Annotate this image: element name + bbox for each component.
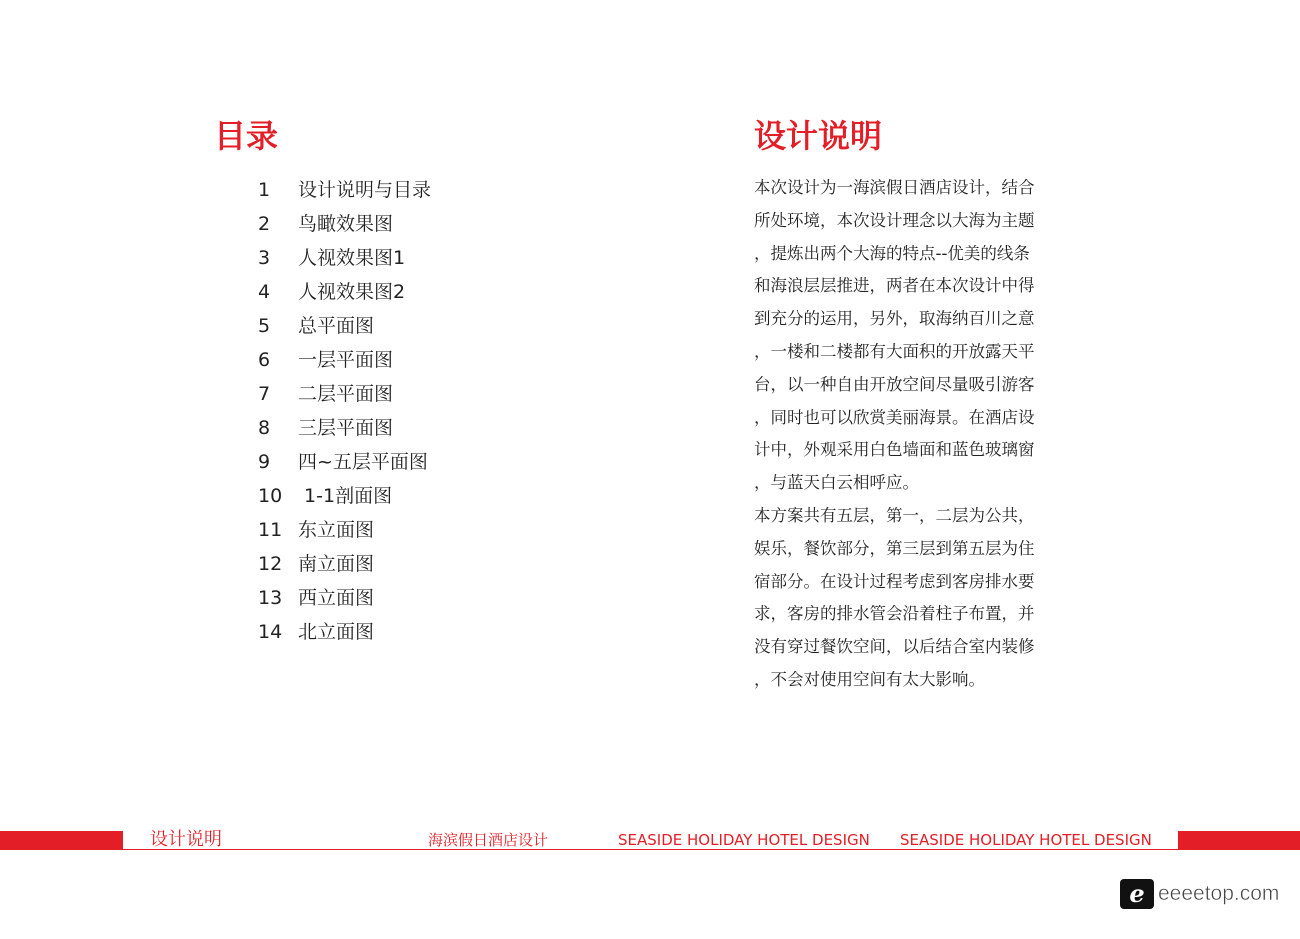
toc-item: [258, 479, 431, 513]
toc-item-title: 北立面图: [298, 621, 375, 643]
toc-item-title: 二层平面图: [298, 383, 394, 405]
description-line: 台，以一种自由开放空间尽量吸引游客: [754, 374, 1035, 394]
footer-english-title-repeat: SEASIDE HOLIDAY HOTEL DESIGN: [900, 831, 1152, 849]
toc-item-title: 鸟瞰效果图: [298, 213, 394, 235]
toc-item-title: 总平面图: [298, 315, 375, 337]
description-line: 求，客房的排水管会沿着柱子布置，并: [754, 604, 1035, 624]
toc-item: [258, 275, 431, 309]
description-line: ，不会对使用空间有太大影响。: [754, 669, 985, 689]
toc-item-number: 4: [258, 281, 271, 303]
description-line: 到充分的运用，另外，取海纳百川之意: [754, 309, 1035, 329]
toc-item-number: 5: [258, 315, 271, 337]
toc-item-number: 9: [258, 451, 271, 473]
watermark-site: eeeetop.com: [1158, 882, 1280, 905]
toc-heading: 目录: [214, 117, 279, 155]
toc-item-title: 西立面图: [298, 587, 375, 609]
toc-item-number: 1: [258, 179, 271, 201]
toc-item-title: 人视效果图1: [298, 247, 406, 269]
footer-english-title: SEASIDE HOLIDAY HOTEL DESIGN: [618, 831, 870, 849]
watermark-logo-icon: e拓: [1120, 879, 1154, 909]
description-line: 娱乐，餐饮部分，第三层到第五层为住: [754, 538, 1035, 558]
footer-project-name: 海滨假日酒店设计: [428, 831, 549, 849]
toc-item-number: 2: [258, 213, 271, 235]
toc-item: [258, 241, 431, 275]
toc-item: [258, 309, 431, 343]
toc-item-number: 3: [258, 247, 271, 269]
watermark: [1120, 878, 1296, 938]
design-description: [754, 172, 1064, 697]
footer-bar-right: [1178, 831, 1300, 850]
toc-item: [258, 411, 431, 445]
toc-item-number: 12: [258, 553, 283, 575]
description-line: ，与蓝天白云相呼应。: [754, 473, 919, 493]
description-line: 所处环境，本次设计理念以大海为主题: [754, 210, 1035, 230]
toc-item: [258, 377, 431, 411]
footer-section-title: 设计说明: [150, 829, 222, 850]
toc-item: [258, 615, 431, 649]
toc-item-number: 10: [258, 485, 283, 507]
toc-item-number: 11: [258, 519, 283, 541]
toc-item-title: 四~五层平面图: [298, 451, 428, 473]
toc-item: [258, 445, 431, 479]
toc-item: [258, 547, 431, 581]
description-line: 宿部分。在设计过程考虑到客房排水要: [754, 571, 1035, 591]
design-heading: 设计说明: [754, 117, 883, 155]
toc-item-number: 13: [258, 587, 283, 609]
description-line: 和海浪层层推进，两者在本次设计中得: [754, 276, 1035, 296]
toc-item: [258, 581, 431, 615]
toc-item-title: 三层平面图: [298, 417, 394, 439]
toc-item: [258, 513, 431, 547]
description-line: 本方案共有五层，第一，二层为公共，: [754, 505, 1035, 525]
description-line: ，一楼和二楼都有大面积的开放露天平: [754, 341, 1035, 361]
footer-bar-left: [0, 831, 123, 850]
description-line: ，提炼出两个大海的特点--优美的线条: [754, 243, 1030, 263]
description-line: 没有穿过餐饮空间，以后结合室内装修: [754, 637, 1035, 657]
toc-item-title: 人视效果图2: [298, 281, 406, 303]
toc-item-number: 14: [258, 621, 283, 643]
toc-item-title: 设计说明与目录: [298, 179, 432, 201]
toc-item-title: 南立面图: [298, 553, 375, 575]
toc-item-title: 一层平面图: [298, 349, 394, 371]
toc-list: [258, 173, 431, 649]
toc-item: [258, 173, 431, 207]
toc-item-number: 6: [258, 349, 271, 371]
toc-item: [258, 207, 431, 241]
toc-item-title: 1-1剖面图: [298, 485, 393, 507]
toc-item-number: 8: [258, 417, 271, 439]
description-line: 本次设计为一海滨假日酒店设计，结合: [754, 178, 1035, 197]
description-line: ，同时也可以欣赏美丽海景。在酒店设: [754, 407, 1035, 427]
toc-item-number: 7: [258, 383, 271, 405]
toc-item: [258, 343, 431, 377]
toc-item-title: 东立面图: [298, 519, 375, 541]
description-line: 计中，外观采用白色墙面和蓝色玻璃窗: [754, 440, 1035, 460]
